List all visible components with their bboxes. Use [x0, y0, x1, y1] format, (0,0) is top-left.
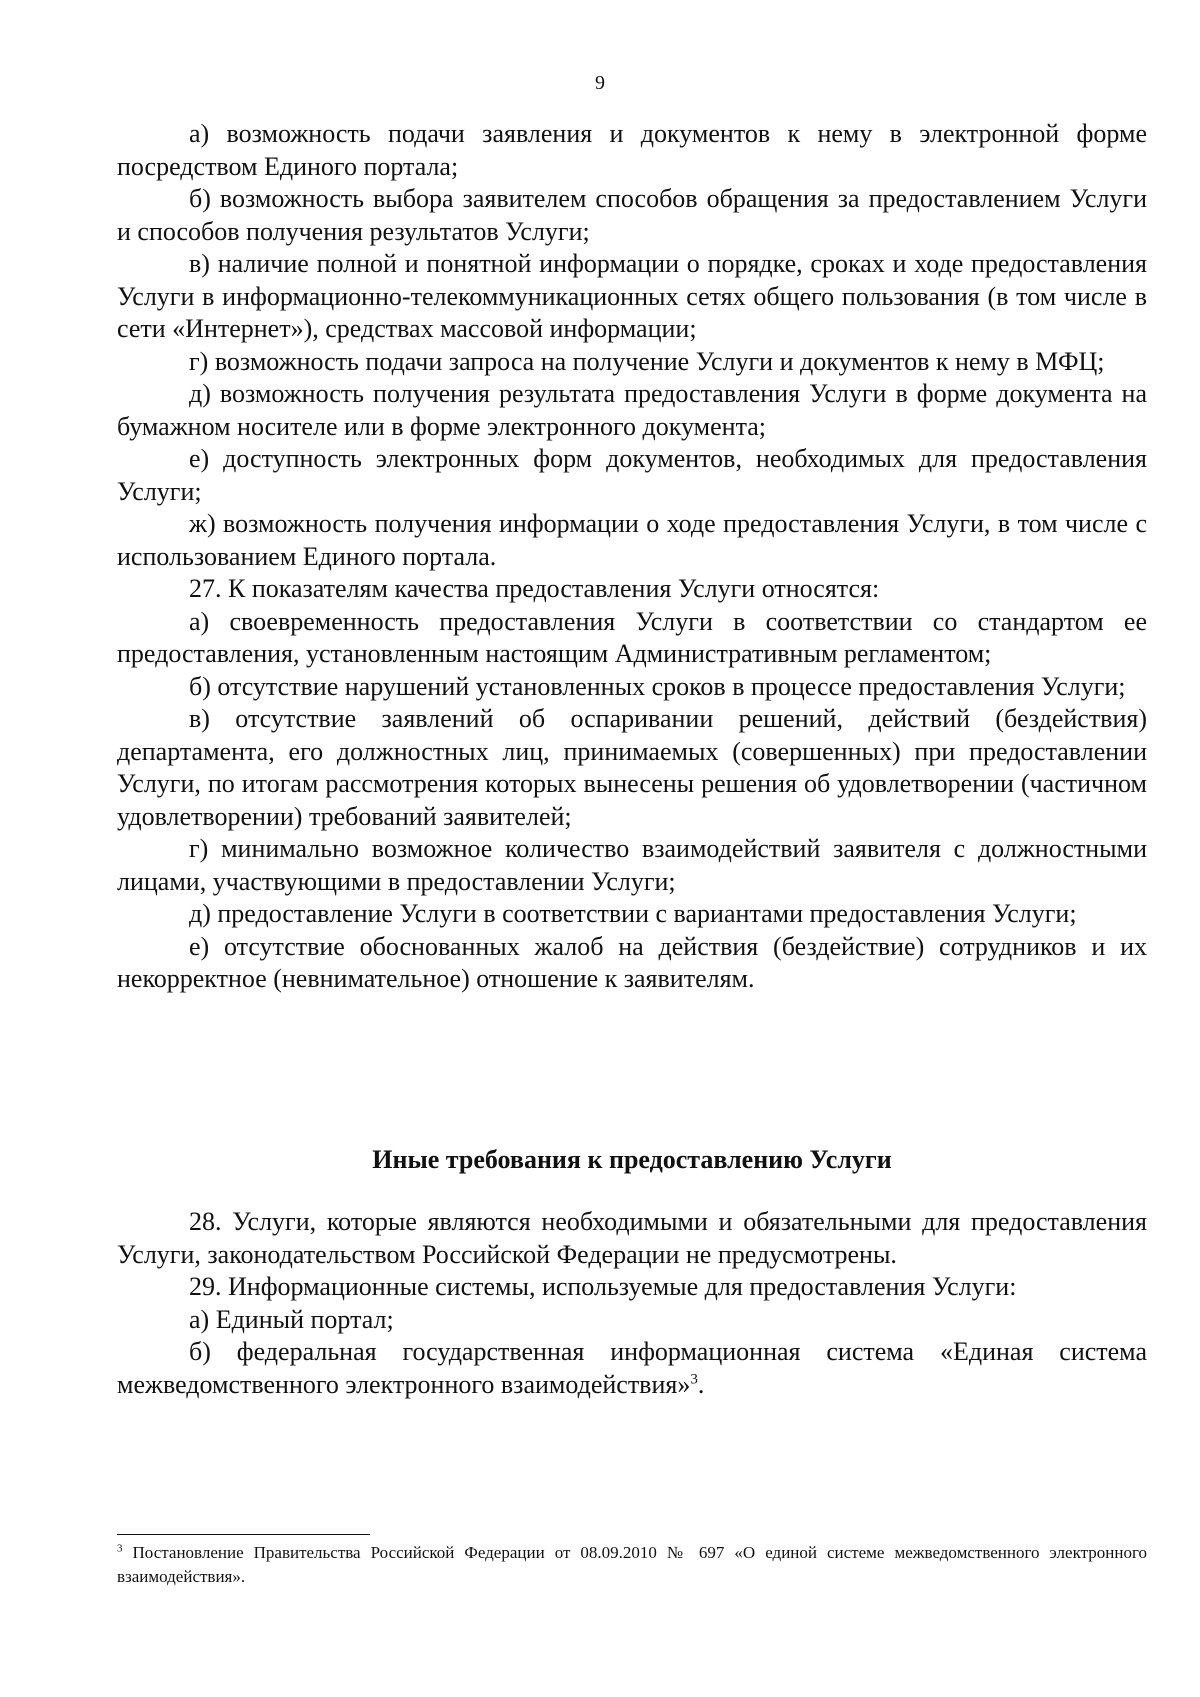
paragraph: в) отсутствие заявлений об оспаривании решений, действий (бездействия) департамента, его должностных лиц, принимаемых (совершенных) при предоставлении Услуги, по итогам рассмотрения которых вынесены решения об удовлетворении (частичном удовлетворении) требований заявителей; [117, 704, 1147, 831]
page-number: 9 [595, 72, 605, 94]
footnote-separator [117, 1534, 370, 1535]
paragraph: б) отсутствие нарушений установленных сроков в процессе предоставления Услуги; [189, 671, 1126, 701]
paragraph: е) доступность электронных форм документов, необходимых для предоставления Услуги; [117, 444, 1147, 506]
footnote-reference: 3 [690, 1370, 698, 1387]
main-text-continued [117, 1206, 1147, 1401]
paragraph: 29. Информационные системы, используемые для предоставления Услуги: [189, 1272, 1017, 1301]
main-text [117, 118, 1147, 996]
paragraph-text: б) федеральная государственная информационная система «Единая система межведомственного электронного взаимодействия» [117, 1337, 1147, 1399]
paragraph: д) возможность получения результата предоставления Услуги в форме документа на бумажном носителе или в форме электронного документа; [117, 379, 1147, 441]
footnote-text: Постановление Правительства Российской Федерации от 08.09.2010 № 697 «О единой системе межведомственного электронного взаимодействия». [117, 1543, 1147, 1586]
paragraph: 28. Услуги, которые являются необходимыми и обязательными для предоставления Услуги, законодательством Российской Федерации не предусмотрены. [117, 1207, 1147, 1269]
paragraph-end: . [697, 1369, 705, 1399]
paragraph: а) Единый портал; [189, 1304, 394, 1334]
paragraph-with-footnote [117, 1336, 1147, 1401]
footnote-mark: 3 [117, 1542, 123, 1555]
paragraph: е) отсутствие обоснованных жалоб на действия (бездействие) сотрудников и их некорректное (невнимательное) отношение к заявителям. [117, 931, 1147, 993]
paragraph: д) предоставление Услуги в соответствии с вариантами предоставления Услуги; [189, 899, 1077, 928]
paragraph: 27. К показателям качества предоставления Услуги относятся: [189, 574, 880, 603]
paragraph: а) своевременность предоставления Услуги в соответствии со стандартом ее предоставления, установленным настоящим Административным регламентом; [117, 606, 1147, 668]
paragraph: в) наличие полной и понятной информации о порядке, сроках и ходе предоставления Услуги в информационно-телекоммуникационных сетях общего пользования (в том числе в сети «Интернет»), средствах массовой информации; [117, 249, 1147, 343]
paragraph: г) минимально возможное количество взаимодействий заявителя с должностными лицами, участвующими в предоставлении Услуги; [117, 834, 1147, 896]
paragraph: а) возможность подачи заявления и документов к нему в электронной форме посредством Единого портала; [117, 119, 1147, 181]
section-heading: Иные требования к предоставлению Услуги [372, 1145, 892, 1174]
paragraph: ж) возможность получения информации о ходе предоставления Услуги, в том числе с использованием Единого портала. [117, 509, 1147, 571]
footnote [117, 1541, 1147, 1589]
paragraph: г) возможность подачи запроса на получение Услуги и документов к нему в МФЦ; [189, 346, 1105, 376]
paragraph: б) возможность выбора заявителем способов обращения за предоставлением Услуги и способов получения результатов Услуги; [117, 184, 1147, 246]
